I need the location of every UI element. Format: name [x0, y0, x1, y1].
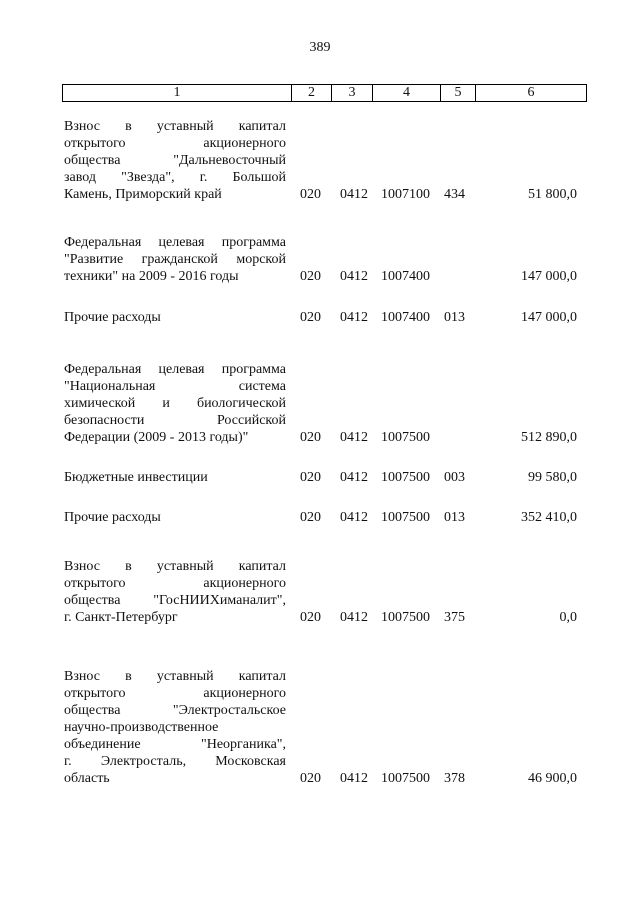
cell-target-code: 1007500: [381, 510, 430, 525]
cell-target-code: 1007400: [381, 269, 430, 284]
description-line: Прочие расходы: [64, 510, 161, 525]
description-line: г. Санкт-Петербург: [64, 610, 178, 625]
cell-amount: 352 410,0: [521, 510, 577, 525]
description-line: общества "Электростальское: [64, 703, 286, 718]
description-line: общества "Дальневосточный: [64, 153, 286, 168]
row-description: [64, 118, 286, 203]
description-line: г. Электросталь, Московская: [64, 754, 286, 769]
description-line: безопасности Российской: [64, 413, 286, 428]
cell-section-code: 0412: [340, 510, 368, 525]
cell-ministry-code: 020: [300, 510, 321, 525]
cell-amount: 0,0: [559, 610, 577, 625]
header-cell-1: 1: [62, 84, 292, 102]
row-description: [64, 469, 286, 486]
cell-expense-type: 013: [444, 310, 465, 325]
cell-ministry-code: 020: [300, 310, 321, 325]
row-description: [64, 361, 286, 446]
row-description: [64, 309, 286, 326]
description-line: техники" на 2009 - 2016 годы: [64, 269, 239, 284]
cell-target-code: 1007500: [381, 430, 430, 445]
description-line: "Развитие гражданской морской: [64, 252, 286, 267]
cell-section-code: 0412: [340, 610, 368, 625]
cell-expense-type: 375: [444, 610, 465, 625]
cell-target-code: 1007500: [381, 771, 430, 786]
description-line: научно-производственное: [64, 720, 219, 735]
row-description: [64, 234, 286, 285]
cell-target-code: 1007100: [381, 187, 430, 202]
header-cell-6: 6: [476, 84, 587, 102]
cell-expense-type: 434: [444, 187, 465, 202]
description-line: Бюджетные инвестиции: [64, 470, 208, 485]
header-cell-4: 4: [373, 84, 441, 102]
cell-target-code: 1007500: [381, 610, 430, 625]
cell-amount: 512 890,0: [521, 430, 577, 445]
description-line: химической и биологической: [64, 396, 286, 411]
description-line: открытого акционерного: [64, 576, 286, 591]
cell-section-code: 0412: [340, 470, 368, 485]
cell-target-code: 1007400: [381, 310, 430, 325]
cell-amount: 46 900,0: [528, 771, 577, 786]
header-cell-2: 2: [292, 84, 332, 102]
description-line: открытого акционерного: [64, 686, 286, 701]
description-line: общества "ГосНИИХиманалит",: [64, 593, 286, 608]
cell-section-code: 0412: [340, 269, 368, 284]
cell-expense-type: 378: [444, 771, 465, 786]
page-number: 389: [309, 40, 331, 55]
row-description: [64, 668, 286, 787]
description-line: Камень, Приморский край: [64, 187, 222, 202]
cell-section-code: 0412: [340, 187, 368, 202]
cell-target-code: 1007500: [381, 470, 430, 485]
cell-ministry-code: 020: [300, 269, 321, 284]
cell-ministry-code: 020: [300, 771, 321, 786]
cell-ministry-code: 020: [300, 430, 321, 445]
header-cell-5: 5: [441, 84, 476, 102]
description-line: открытого акционерного: [64, 136, 286, 151]
header-cell-3: 3: [332, 84, 373, 102]
description-line: Взнос в уставный капитал: [64, 669, 286, 684]
description-line: область: [64, 771, 110, 786]
cell-section-code: 0412: [340, 430, 368, 445]
cell-amount: 51 800,0: [528, 187, 577, 202]
cell-section-code: 0412: [340, 771, 368, 786]
description-line: Федеральная целевая программа: [64, 362, 286, 377]
cell-amount: 147 000,0: [521, 269, 577, 284]
cell-amount: 99 580,0: [528, 470, 577, 485]
cell-expense-type: 013: [444, 510, 465, 525]
description-line: Взнос в уставный капитал: [64, 559, 286, 574]
description-line: Федеральная целевая программа: [64, 235, 286, 250]
cell-ministry-code: 020: [300, 187, 321, 202]
description-line: Прочие расходы: [64, 310, 161, 325]
description-line: "Национальная система: [64, 379, 286, 394]
description-line: Федерации (2009 - 2013 годы)": [64, 430, 249, 445]
description-line: Взнос в уставный капитал: [64, 119, 286, 134]
table-header-row: [62, 84, 587, 102]
cell-expense-type: 003: [444, 470, 465, 485]
cell-ministry-code: 020: [300, 610, 321, 625]
cell-section-code: 0412: [340, 310, 368, 325]
description-line: завод "Звезда", г. Большой: [64, 170, 286, 185]
row-description: [64, 558, 286, 626]
cell-ministry-code: 020: [300, 470, 321, 485]
cell-amount: 147 000,0: [521, 310, 577, 325]
row-description: [64, 509, 286, 526]
description-line: объединение "Неорганика",: [64, 737, 286, 752]
